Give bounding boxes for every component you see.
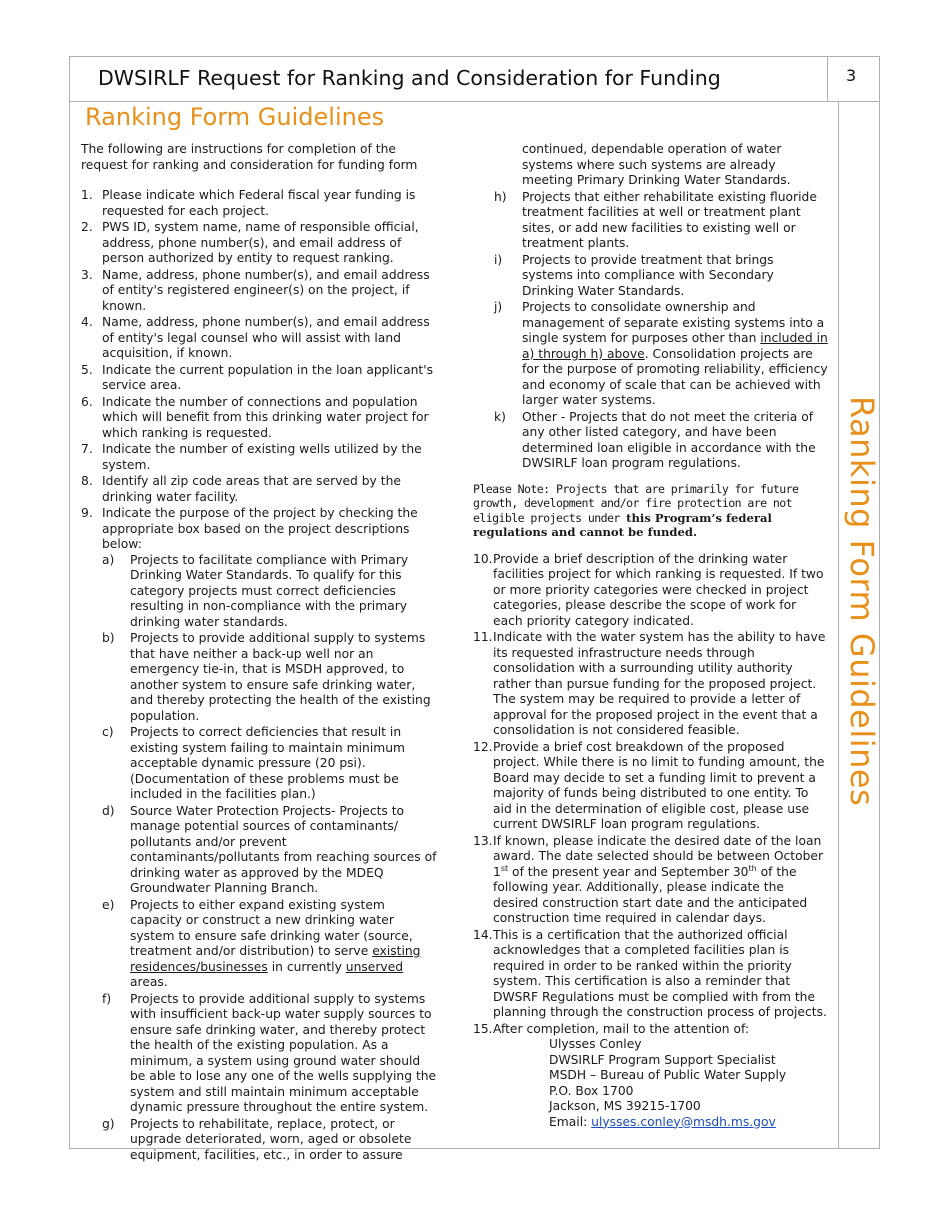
- sub-item-text: . Consolidation projects are for the purpose of promoting reliability, efficiency and economy of scale that can be achieved with larger water systems.: [522, 346, 828, 407]
- sub-item-text: Source Water Protection Projects- Projects to manage potential sources of contaminants/ pollutants and/or prevent contaminants/pollutants from reaching sources of drinking water as approved by the MDEQ Groundwater Planning Branch.: [130, 803, 437, 895]
- list-item: [81, 442, 437, 473]
- sub-list-item: [102, 1117, 437, 1164]
- section-title: Ranking Form Guidelines: [85, 103, 385, 131]
- item-number: 9.: [81, 506, 93, 520]
- item-number: 12.: [473, 739, 493, 754]
- item-number: 7.: [81, 442, 93, 456]
- email-line: [549, 1115, 828, 1131]
- contact-organization: MSDH – Bureau of Public Water Supply: [549, 1068, 787, 1082]
- item-text: Indicate the number of connections and population which will benefit from this drinking water project for which ranking is requested.: [102, 394, 429, 440]
- underlined-text: unserved: [345, 959, 404, 974]
- item-text: Indicate the number of existing wells utilized by the system.: [102, 442, 422, 472]
- item-number: 8.: [81, 474, 93, 488]
- item-number: 4.: [81, 315, 93, 329]
- sub-item-letter: a): [102, 552, 115, 567]
- item-number: 5.: [81, 362, 93, 377]
- underlined-text: included in a) through h) above: [522, 331, 828, 361]
- sub-item-letter: f): [102, 991, 112, 1006]
- note-text: Please Note: Projects that are primarily for future growth, development and/or fire protection are not eligible projects under: [473, 481, 799, 525]
- sub-list-item: [473, 253, 828, 300]
- list-item: [81, 268, 437, 315]
- item-number: 3.: [81, 267, 93, 282]
- sub-item-letter: h): [494, 189, 507, 204]
- underlined-text: existing residences/businesses: [130, 944, 421, 974]
- sub-item-text: Projects to provide additional supply to systems with insufficient back-up water supply sources to ensure safe drinking water, and thereby protect the health of the existing population. As a minimum, a system using ground water should be able to lose any one of the wells supplying the system and still maintain minimum acceptable dynamic pressure throughout the entire system.: [130, 991, 437, 1114]
- item-text: Identify all zip code areas that are served by the drinking water facility.: [102, 474, 401, 504]
- page-number: 3: [846, 66, 857, 85]
- item-text: Indicate with the water system has the ability to have its requested infrastructure needs through consolidation with a surrounding utility authority rather than pursue funding for the proposed project. The system may be required to provide a letter of approval for the proposed project in the event that a consolidation is not considered feasible.: [493, 630, 826, 737]
- sub-item-letter: i): [494, 252, 503, 267]
- intro-text: The following are instructions for completion of the request for ranking and consideration for funding form: [81, 142, 418, 172]
- sub-list-item: [102, 804, 437, 897]
- item-text: of the following year. Additionally, please indicate the desired construction start date and the anticipated construction time required in calendar days.: [493, 864, 808, 925]
- sub-item-letter: g): [102, 1116, 115, 1131]
- list-item: [81, 220, 437, 267]
- contact-name: Ulysses Conley: [549, 1037, 642, 1051]
- item-number: 6.: [81, 394, 93, 409]
- sub-list-item: [102, 898, 437, 991]
- continued-text: continued, dependable operation of water systems where such systems are already meeting Primary Drinking Water Standards.: [522, 142, 791, 187]
- instruction-list-continued: [473, 552, 828, 1131]
- item-text: If known, please indicate the desired date of the loan award. The date selected should be between October 1: [493, 833, 824, 879]
- po-box: P.O. Box 1700: [549, 1083, 634, 1098]
- item-text: Please indicate which Federal fiscal year funding is requested for each project.: [102, 188, 416, 218]
- list-item: [81, 395, 437, 442]
- item-number: 10.: [473, 551, 493, 566]
- sub-list-item: [102, 992, 437, 1116]
- list-item: [81, 188, 437, 219]
- project-category-list-continued: [473, 190, 828, 472]
- sub-list-item: [102, 631, 437, 724]
- item-text: Indicate the purpose of the project by checking the appropriate box based on the project descriptions below:: [102, 506, 418, 551]
- sidebar-divider: [838, 101, 839, 1149]
- sub-item-letter: e): [102, 897, 115, 912]
- item-number: 1.: [81, 188, 93, 202]
- city-state-zip: Jackson, MS 39215-1700: [549, 1099, 701, 1113]
- sub-item-text: Projects to rehabilitate, replace, protect, or upgrade deteriorated, worn, aged or obsolete equipment, facilities, etc., in order to assure: [130, 1116, 412, 1162]
- item-number: 2.: [81, 220, 93, 234]
- item-text: After completion, mail to the attention of:: [493, 1021, 750, 1036]
- sub-item-text: Projects to either expand existing system capacity or construct a new drinking water system to ensure safe drinking water (source, treatment and/or distribution) to serve: [130, 897, 413, 958]
- page-number-divider: [827, 56, 828, 101]
- sub-item-text: Projects to consolidate ownership and management of separate existing systems into a single system for purposes other than: [522, 300, 825, 345]
- sub-item-text: Projects to correct deficiencies that result in existing system failing to maintain minimum acceptable dynamic pressure (20 psi). (Documentation of these problems must be included in the facilities plan.): [130, 725, 405, 801]
- sub-item-letter: d): [102, 803, 115, 818]
- item-text: PWS ID, system name, name of responsible official, address, phone number(s), and email address of person authorized by entity to request ranking.: [102, 220, 419, 265]
- mailing-address: [493, 1037, 828, 1130]
- please-note: [473, 482, 828, 540]
- item-number: 14.: [473, 927, 493, 942]
- list-item: [81, 363, 437, 394]
- sub-item-letter: j): [494, 300, 503, 314]
- item-text: Name, address, phone number(s), and email address of entity's legal counsel who will assist with land acquisition, if known.: [102, 315, 430, 360]
- sub-item-letter: k): [494, 409, 506, 424]
- item-text: Name, address, phone number(s), and email address of entity's registered engineer(s) on the project, if known.: [102, 267, 430, 313]
- sub-item-text: in currently: [267, 959, 346, 974]
- list-item: [473, 552, 828, 630]
- list-item: [473, 630, 828, 739]
- sub-item-letter: c): [102, 725, 114, 739]
- sub-item-text: Projects to provide treatment that brings systems into compliance with Secondary Drinking Water Standards.: [522, 252, 774, 298]
- sub-list-item: [473, 410, 828, 472]
- sub-list-item: [102, 553, 437, 631]
- item-text: Provide a brief cost breakdown of the proposed project. While there is no limit to funding amount, the Board may decide to set a funding limit to prevent a majority of funds being distributed to one entity. To aid in the determination of eligible cost, please use current DWSIRLF loan program regulations.: [493, 739, 825, 831]
- sub-item-text: Projects to facilitate compliance with Primary Drinking Water Standards. To qualify for this category projects must correct deficiencies resulting in non-compliance with the primary drinking water standards.: [130, 552, 409, 629]
- list-item: [473, 740, 828, 833]
- sub-item-text: areas.: [130, 975, 168, 989]
- item-text: Provide a brief description of the drinking water facilities project for which ranking is requested. If two or more priority categories were checked in project categories, please describe the scope of work for each priority category indicated.: [493, 551, 824, 628]
- item-number: 11.: [473, 630, 493, 644]
- note-bold-text: this Program’s federal regulations and cannot be funded.: [473, 510, 772, 539]
- sub-list-item: [473, 300, 828, 409]
- contact-title: DWSIRLF Program Support Specialist: [549, 1052, 776, 1067]
- list-item: [81, 315, 437, 362]
- item-number: 15.: [473, 1021, 493, 1036]
- list-item: [473, 928, 828, 1021]
- sub-item-text: Projects that either rehabilitate existing fluoride treatment facilities at well or treatment plant sites, or add new facilities to existing well or treatment plants.: [522, 189, 817, 250]
- list-item: [473, 834, 828, 927]
- email-label: Email:: [549, 1114, 592, 1129]
- sub-list-item: [473, 190, 828, 252]
- vertical-side-title: Ranking Form Guidelines: [843, 396, 881, 807]
- header-divider: [69, 101, 880, 102]
- project-category-list: [102, 553, 437, 1164]
- item-text: This is a certification that the authorized official acknowledges that a completed facilities plan is required in order to be ranked within the priority system. This certification is also a reminder that DWSRF Regulations must be complied with from the planning through the construction process of projects.: [493, 927, 827, 1019]
- sub-list-item: [102, 725, 437, 803]
- sub-item-text: Other - Projects that do not meet the criteria of any other listed category, and have been determined loan eligible in accordance with the DWSIRLF loan program regulations.: [522, 409, 816, 470]
- list-item: [81, 474, 437, 505]
- instruction-list: [81, 188, 437, 1163]
- sub-item-text: Projects to provide additional supply to systems that have neither a back-up well nor an emergency tie-in, that is MSDH approved, to another system to ensure safe drinking water, and thereby protecting the health of the existing population.: [130, 631, 431, 723]
- item-text: Indicate the current population in the loan applicant's service area.: [102, 362, 434, 392]
- sub-item-letter: b): [102, 631, 115, 645]
- superscript: st: [500, 863, 509, 873]
- email-link[interactable]: ulysses.conley@msdh.ms.gov: [591, 1114, 776, 1129]
- list-item: [473, 1022, 828, 1131]
- superscript: th: [748, 863, 757, 873]
- item-text: of the present year and September 30: [508, 864, 749, 879]
- right-column: [473, 142, 828, 1131]
- left-column: [81, 142, 437, 1164]
- list-item: [81, 506, 437, 1163]
- item-number: 13.: [473, 833, 493, 848]
- document-title: DWSIRLF Request for Ranking and Consideration for Funding: [98, 66, 721, 90]
